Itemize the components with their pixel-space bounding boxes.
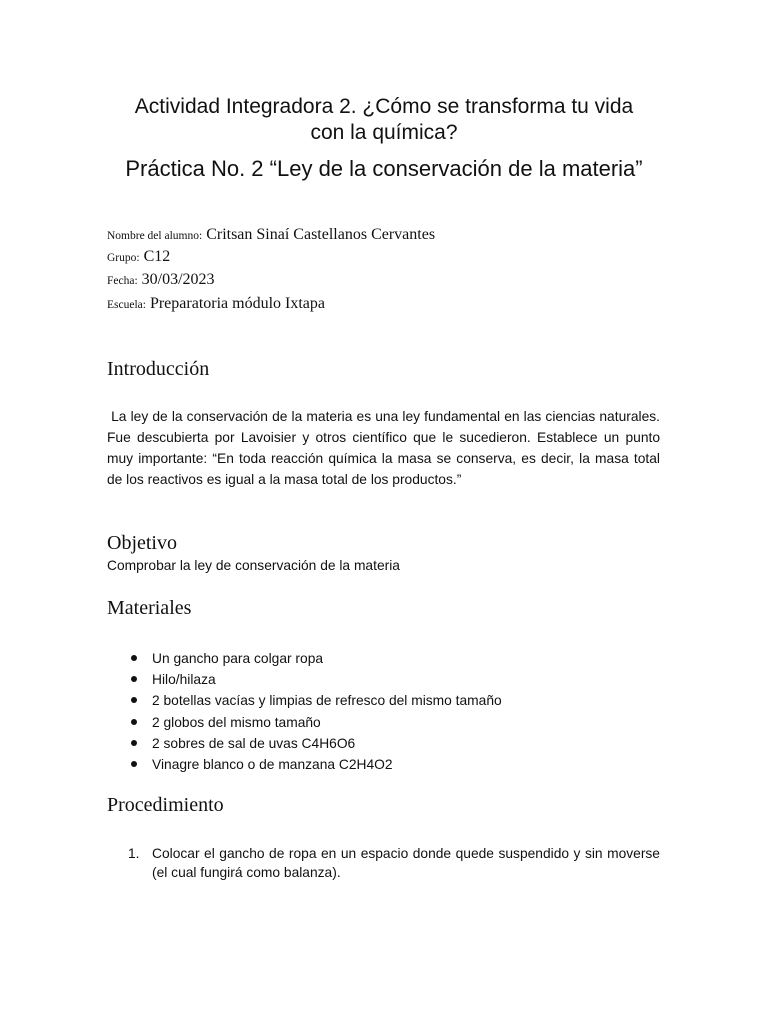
introduccion-text: La ley de la conservación de la materia es una ley fundamental en las ciencias naturales. Fue descubierta por Lavoisier y otros científico que le sucedieron. Establece un punto muy importante: “En toda reacción química la masa se conserva, es decir, la masa total de los reactivos es igual a la masa total de los productos.” bbox=[107, 409, 660, 487]
material-text: Un gancho para colgar ropa bbox=[152, 651, 324, 666]
list-item bbox=[107, 669, 667, 690]
material-text: 2 botellas vacías y limpias de refresco del mismo tamaño bbox=[152, 693, 502, 709]
material-text: Vinagre blanco o de manzana C2H4O2 bbox=[152, 757, 393, 773]
date-label: Fecha: bbox=[107, 275, 138, 287]
objetivo-heading: Objetivo bbox=[107, 532, 177, 554]
school-row bbox=[107, 295, 325, 313]
list-item bbox=[107, 648, 667, 669]
material-text: 2 globos del mismo tamaño bbox=[152, 714, 321, 730]
list-item bbox=[107, 690, 667, 711]
practice-title: Práctica No. 2 “Ley de la conservación de la materia” bbox=[125, 156, 643, 181]
bullet-icon bbox=[131, 676, 137, 682]
bullet-icon bbox=[131, 740, 137, 746]
materiales-list bbox=[107, 648, 667, 775]
date-row bbox=[107, 271, 215, 289]
student-name-value: Critsan Sinaí Castellanos Cervantes bbox=[206, 226, 436, 243]
list-item bbox=[107, 844, 660, 882]
document-title-line-1: Actividad Integradora 2. ¿Cómo se transforma tu vida bbox=[134, 95, 634, 118]
bullet-icon bbox=[131, 761, 137, 767]
date-value: 30/03/2023 bbox=[141, 271, 215, 288]
list-item bbox=[107, 733, 667, 754]
group-value: C12 bbox=[143, 248, 171, 265]
material-text: Hilo/hilaza bbox=[152, 672, 216, 688]
step-text: Colocar el gancho de ropa en un espacio donde quede suspendido y sin moverse (el cual fungirá como balanza). bbox=[152, 846, 660, 880]
bullet-icon bbox=[131, 719, 137, 725]
school-label: Escuela: bbox=[107, 299, 146, 311]
student-name-row bbox=[107, 226, 435, 244]
step-number: 1. bbox=[128, 846, 140, 861]
bullet-icon bbox=[131, 697, 137, 703]
materiales-heading: Materiales bbox=[107, 597, 192, 619]
school-value: Preparatoria módulo Ixtapa bbox=[149, 295, 325, 312]
group-label: Grupo: bbox=[107, 252, 140, 264]
list-item bbox=[107, 754, 667, 775]
introduccion-paragraph bbox=[107, 406, 660, 490]
procedimiento-list bbox=[107, 844, 660, 882]
document-title-line-2: con la química? bbox=[310, 121, 458, 144]
material-text: 2 sobres de sal de uvas C4H6O6 bbox=[152, 735, 356, 751]
bullet-icon bbox=[131, 655, 137, 661]
introduccion-heading: Introducción bbox=[107, 358, 210, 380]
objetivo-text: Comprobar la ley de conservación de la materia bbox=[107, 558, 400, 573]
student-name-label: Nombre del alumno: bbox=[107, 230, 203, 242]
procedimiento-heading: Procedimiento bbox=[107, 794, 224, 816]
list-item bbox=[107, 712, 667, 733]
group-row bbox=[107, 248, 170, 266]
